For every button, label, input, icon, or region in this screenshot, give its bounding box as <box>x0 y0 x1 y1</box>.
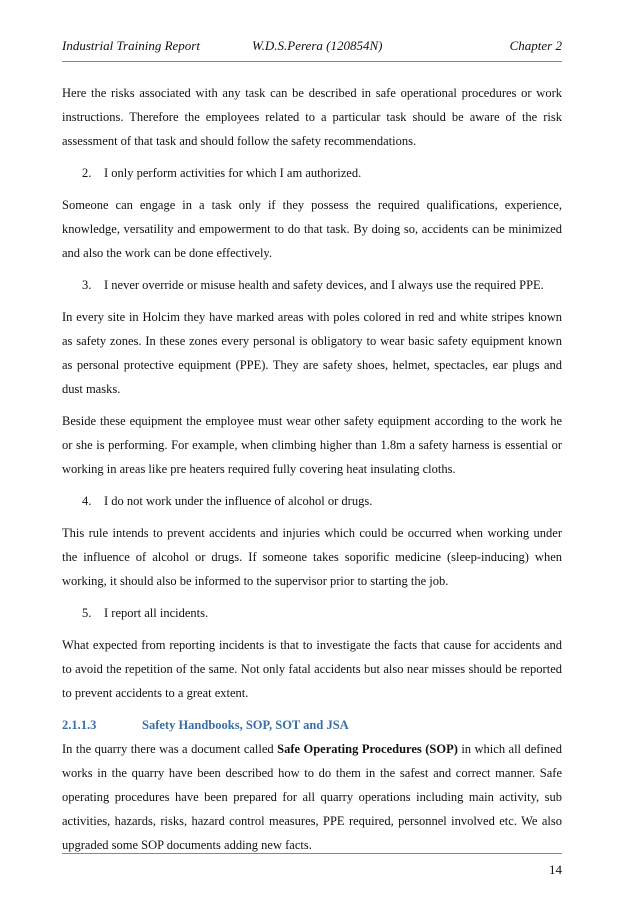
report-title: Industrial Training Report <box>62 38 200 53</box>
bold-term: Safe Operating Procedures (SOP) <box>277 742 458 756</box>
list-text: I only perform activities for which I am authorized. <box>104 166 362 180</box>
section-number: 2.1.1.3 <box>62 718 97 732</box>
paragraph: In every site in Holcim they have marked areas with poles colored in red and white stripes known as safety zones. In these zones every personal is obligatory to wear basic safety equipment known as personal protective equipment (PPE). They are safety shoes, helmet, spectacles, ear plugs and dust masks. <box>62 310 562 396</box>
paragraph-text: in which all defined works in the quarry have been described how to do them in the safest and correct manner. Safe operating procedures have been prepared for all quarry operations including main activity, sub activities, hazards, risks, hazard control measures, PPE required, personnel involved etc. We also upgraded some SOP documents adding new facts. <box>62 742 562 852</box>
page-header <box>62 38 562 58</box>
paragraph: Someone can engage in a task only if they possess the required qualifications, experience, knowledge, versatility and empowerment to do that task. By doing so, accidents can be minimized and also the work can be done effectively. <box>62 198 562 260</box>
list-text: I report all incidents. <box>104 606 209 620</box>
list-item <box>62 489 562 513</box>
paragraph <box>62 737 562 857</box>
page-number: 14 <box>549 862 562 877</box>
header-divider <box>62 61 562 62</box>
chapter-label: Chapter 2 <box>509 38 562 53</box>
footer-divider <box>62 853 562 854</box>
list-number: 2. <box>82 166 92 180</box>
list-text: I do not work under the influence of alcohol or drugs. <box>104 494 373 508</box>
paragraph: What expected from reporting incidents is that to investigate the facts that cause for accidents and to avoid the repetition of the same. Not only fatal accidents but also near misses should be reported to prevent accidents to a great extent. <box>62 638 562 700</box>
list-number: 5. <box>82 606 92 620</box>
section-heading <box>62 713 562 737</box>
list-item <box>62 273 562 297</box>
list-item <box>62 601 562 625</box>
author-name: W.D.S.Perera (120854N) <box>252 38 383 53</box>
paragraph: This rule intends to prevent accidents and injuries which could be occurred when working under the influence of alcohol or drugs. If someone takes soporific medicine (sleep-inducing) when working, it should also be informed to the supervisor prior to starting the job. <box>62 526 562 588</box>
page-body <box>62 81 562 865</box>
list-text: I never override or misuse health and safety devices, and I always use the required PPE. <box>104 278 544 292</box>
paragraph: Beside these equipment the employee must wear other safety equipment according to the work he or she is performing. For example, when climbing higher than 1.8m a safety harness is essential or working in areas like pre heaters required fully covering heat insulating cloths. <box>62 414 562 476</box>
paragraph-text: In the quarry there was a document called <box>62 742 278 756</box>
list-item <box>62 161 562 185</box>
list-number: 4. <box>82 494 92 508</box>
list-number: 3. <box>82 278 92 292</box>
paragraph: Here the risks associated with any task can be described in safe operational procedures or work instructions. Therefore the employees related to a particular task should be aware of the risk assessment of that task and should follow the safety recommendations. <box>62 86 562 148</box>
section-title: Safety Handbooks, SOP, SOT and JSA <box>142 718 349 732</box>
